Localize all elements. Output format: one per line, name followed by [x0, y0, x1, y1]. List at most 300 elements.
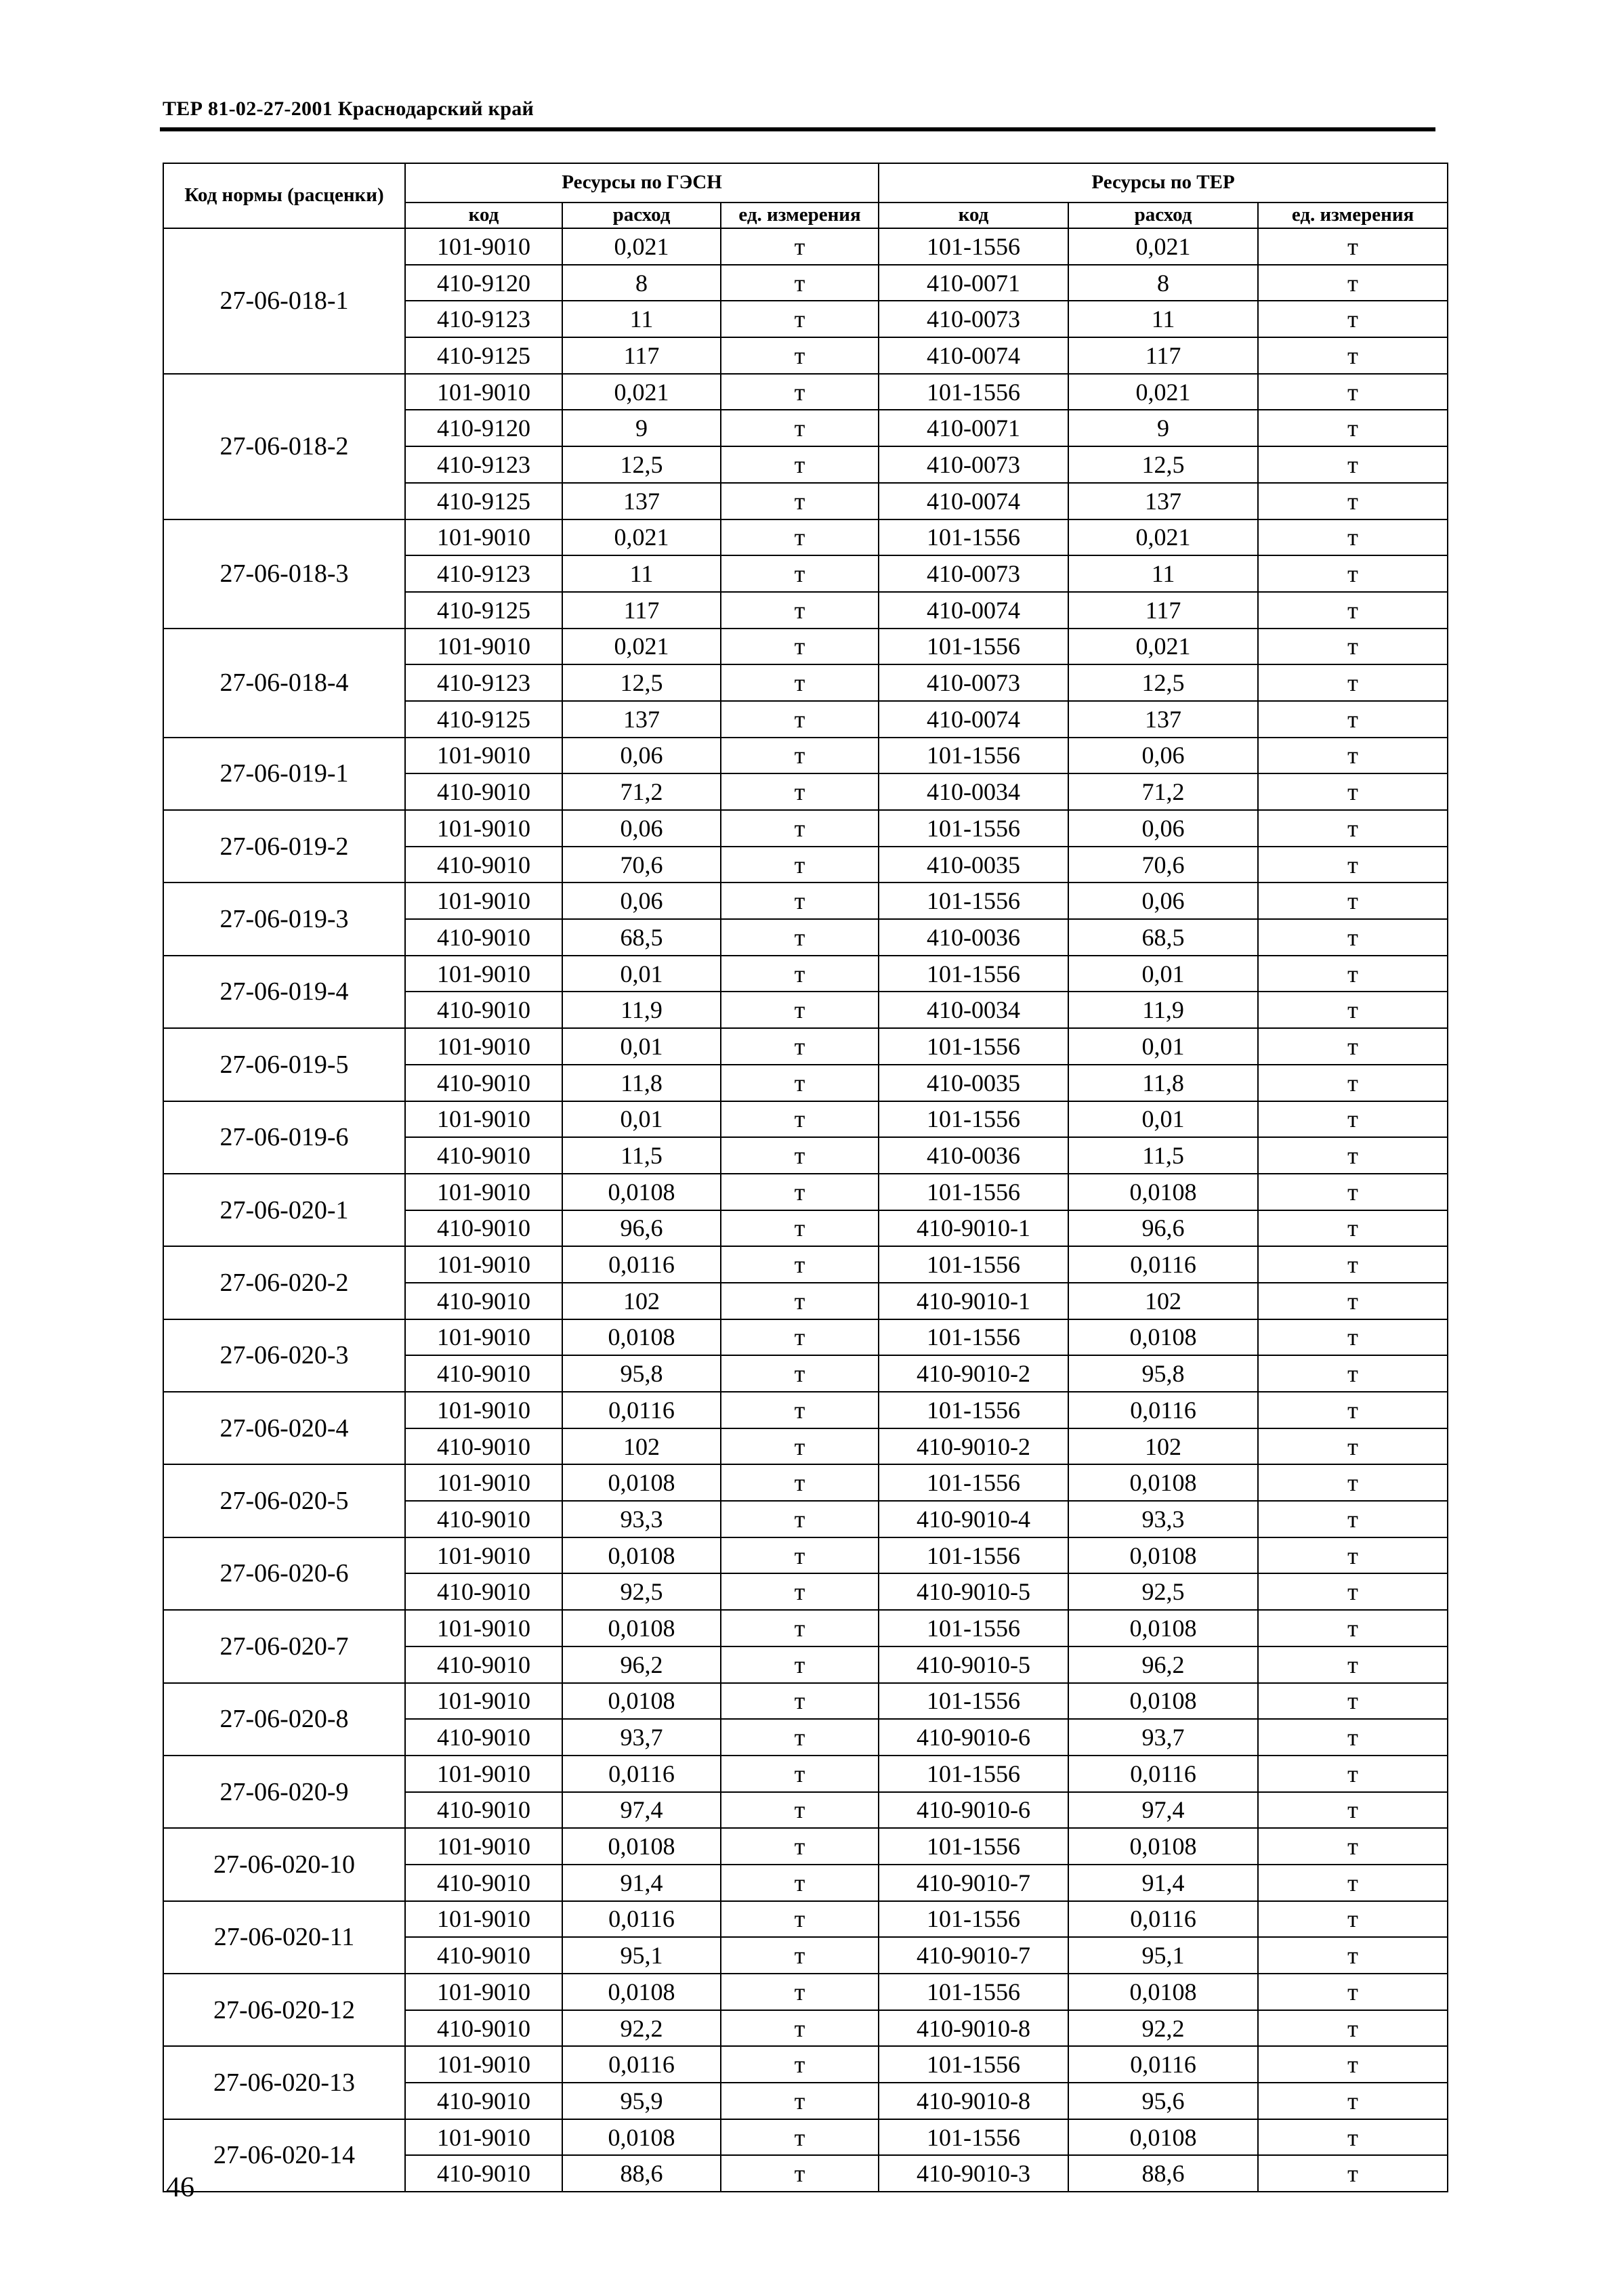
gesn-unit-cell: т [721, 1355, 879, 1392]
gesn-code-cell: 101-9010 [405, 2119, 562, 2156]
ter-amount-cell: 12,5 [1068, 664, 1258, 701]
table-row [163, 1537, 1448, 1574]
gesn-amount-cell: 137 [562, 701, 721, 738]
gesn-code-cell: 101-9010 [405, 1319, 562, 1356]
ter-unit-cell: т [1258, 810, 1448, 847]
gesn-unit-cell: т [721, 301, 879, 337]
gesn-code-cell: 410-9125 [405, 701, 562, 738]
ter-amount-cell: 0,0116 [1068, 2046, 1258, 2083]
ter-amount-cell: 95,1 [1068, 1937, 1258, 1974]
table-row [163, 1101, 1448, 1138]
ter-unit-cell: т [1258, 773, 1448, 810]
ter-amount-cell: 96,2 [1068, 1646, 1258, 1683]
ter-amount-cell: 0,01 [1068, 956, 1258, 992]
ter-amount-cell: 137 [1068, 483, 1258, 519]
gesn-amount-header: расход [562, 203, 721, 228]
ter-unit-cell: т [1258, 1683, 1448, 1720]
norm-code-cell: 27-06-020-5 [163, 1464, 405, 1537]
table-row [163, 1464, 1448, 1501]
norm-code-cell: 27-06-019-3 [163, 883, 405, 955]
ter-amount-cell: 92,5 [1068, 1573, 1258, 1610]
gesn-amount-cell: 95,9 [562, 2083, 721, 2119]
ter-amount-cell: 0,06 [1068, 883, 1258, 919]
norm-code-cell: 27-06-019-1 [163, 738, 405, 810]
gesn-unit-cell: т [721, 1137, 879, 1174]
table-row [163, 738, 1448, 774]
ter-code-cell: 410-0035 [879, 847, 1068, 883]
norm-code-cell: 27-06-019-6 [163, 1101, 405, 1174]
ter-code-cell: 410-9010-1 [879, 1283, 1068, 1319]
gesn-unit-cell: т [721, 2119, 879, 2156]
gesn-unit-cell: т [721, 1028, 879, 1065]
gesn-amount-cell: 11 [562, 555, 721, 592]
gesn-unit-header: ед. измерения [721, 203, 879, 228]
ter-unit-cell: т [1258, 519, 1448, 556]
ter-unit-cell: т [1258, 738, 1448, 774]
gesn-amount-cell: 11,8 [562, 1065, 721, 1101]
ter-unit-cell: т [1258, 1719, 1448, 1756]
ter-amount-cell: 95,6 [1068, 2083, 1258, 2119]
norm-code-cell: 27-06-020-10 [163, 1828, 405, 1900]
ter-code-cell: 101-1556 [879, 1392, 1068, 1428]
gesn-code-cell: 410-9010 [405, 2155, 562, 2192]
gesn-unit-cell: т [721, 847, 879, 883]
gesn-amount-cell: 0,021 [562, 374, 721, 410]
table-row [163, 1974, 1448, 2010]
gesn-code-cell: 101-9010 [405, 1756, 562, 1792]
ter-amount-cell: 0,021 [1068, 228, 1258, 265]
gesn-code-cell: 410-9010 [405, 1792, 562, 1829]
table-row [163, 883, 1448, 919]
norm-code-cell: 27-06-020-7 [163, 1610, 405, 1682]
gesn-unit-cell: т [721, 1501, 879, 1537]
ter-amount-cell: 0,0116 [1068, 1756, 1258, 1792]
gesn-code-cell: 410-9123 [405, 446, 562, 483]
gesn-unit-cell: т [721, 992, 879, 1028]
ter-unit-cell: т [1258, 1828, 1448, 1865]
norm-code-cell: 27-06-018-3 [163, 519, 405, 629]
ter-code-cell: 410-9010-8 [879, 2083, 1068, 2119]
ter-unit-cell: т [1258, 555, 1448, 592]
ter-code-cell: 101-1556 [879, 956, 1068, 992]
ter-amount-cell: 0,0108 [1068, 2119, 1258, 2156]
gesn-code-cell: 101-9010 [405, 1683, 562, 1720]
gesn-code-cell: 410-9010 [405, 1573, 562, 1610]
ter-unit-cell: т [1258, 2119, 1448, 2156]
gesn-code-cell: 101-9010 [405, 1610, 562, 1646]
gesn-resources-header: Ресурсы по ГЭСН [405, 163, 879, 203]
gesn-code-header: код [405, 203, 562, 228]
gesn-code-cell: 410-9010 [405, 1210, 562, 1247]
gesn-amount-cell: 70,6 [562, 847, 721, 883]
gesn-amount-cell: 71,2 [562, 773, 721, 810]
gesn-amount-cell: 88,6 [562, 2155, 721, 2192]
ter-amount-cell: 117 [1068, 592, 1258, 629]
norm-code-cell: 27-06-020-1 [163, 1174, 405, 1246]
gesn-amount-cell: 0,06 [562, 738, 721, 774]
ter-code-header: код [879, 203, 1068, 228]
gesn-code-cell: 101-9010 [405, 1101, 562, 1138]
ter-unit-cell: т [1258, 1646, 1448, 1683]
gesn-code-cell: 410-9010 [405, 1065, 562, 1101]
ter-code-cell: 410-0071 [879, 265, 1068, 301]
ter-code-cell: 101-1556 [879, 1683, 1068, 1720]
gesn-unit-cell: т [721, 810, 879, 847]
norm-code-cell: 27-06-019-2 [163, 810, 405, 883]
gesn-amount-cell: 0,01 [562, 1028, 721, 1065]
gesn-code-cell: 410-9010 [405, 992, 562, 1028]
gesn-code-cell: 101-9010 [405, 1174, 562, 1210]
ter-unit-cell: т [1258, 228, 1448, 265]
ter-code-cell: 410-0034 [879, 773, 1068, 810]
gesn-amount-cell: 0,021 [562, 228, 721, 265]
ter-unit-cell: т [1258, 1901, 1448, 1938]
ter-amount-cell: 0,0108 [1068, 1537, 1258, 1574]
ter-unit-cell: т [1258, 592, 1448, 629]
ter-unit-cell: т [1258, 1137, 1448, 1174]
norm-code-cell: 27-06-020-9 [163, 1756, 405, 1828]
gesn-code-cell: 101-9010 [405, 1464, 562, 1501]
ter-unit-cell: т [1258, 1792, 1448, 1829]
ter-code-cell: 410-9010-7 [879, 1865, 1068, 1901]
table-row [163, 374, 1448, 410]
gesn-code-cell: 410-9010 [405, 1283, 562, 1319]
ter-unit-cell: т [1258, 1355, 1448, 1392]
ter-code-cell: 410-0034 [879, 992, 1068, 1028]
ter-code-cell: 101-1556 [879, 1828, 1068, 1865]
ter-amount-cell: 0,06 [1068, 738, 1258, 774]
gesn-code-cell: 101-9010 [405, 883, 562, 919]
ter-unit-cell: т [1258, 629, 1448, 665]
gesn-amount-cell: 0,0116 [562, 2046, 721, 2083]
ter-unit-cell: т [1258, 919, 1448, 956]
ter-unit-cell: т [1258, 374, 1448, 410]
ter-amount-cell: 11 [1068, 301, 1258, 337]
gesn-amount-cell: 0,0108 [562, 1319, 721, 1356]
gesn-unit-cell: т [721, 519, 879, 556]
ter-code-cell: 410-0071 [879, 410, 1068, 446]
ter-amount-cell: 11,9 [1068, 992, 1258, 1028]
norm-code-cell: 27-06-018-4 [163, 629, 405, 738]
gesn-amount-cell: 8 [562, 265, 721, 301]
ter-amount-cell: 102 [1068, 1428, 1258, 1465]
ter-code-cell: 101-1556 [879, 1174, 1068, 1210]
gesn-code-cell: 101-9010 [405, 1392, 562, 1428]
gesn-code-cell: 410-9010 [405, 1646, 562, 1683]
gesn-code-cell: 101-9010 [405, 1901, 562, 1938]
gesn-amount-cell: 0,0108 [562, 1974, 721, 2010]
ter-code-cell: 410-9010-1 [879, 1210, 1068, 1247]
gesn-code-cell: 410-9010 [405, 1501, 562, 1537]
ter-unit-cell: т [1258, 410, 1448, 446]
gesn-amount-cell: 0,0116 [562, 1901, 721, 1938]
gesn-code-cell: 410-9010 [405, 847, 562, 883]
gesn-unit-cell: т [721, 1101, 879, 1138]
ter-unit-cell: т [1258, 2083, 1448, 2119]
ter-code-cell: 410-0074 [879, 483, 1068, 519]
ter-amount-cell: 0,0108 [1068, 1174, 1258, 1210]
resources-table [163, 163, 1448, 2192]
gesn-amount-cell: 93,7 [562, 1719, 721, 1756]
norm-code-cell: 27-06-019-4 [163, 956, 405, 1028]
ter-code-cell: 410-9010-4 [879, 1501, 1068, 1537]
gesn-code-cell: 101-9010 [405, 1246, 562, 1283]
ter-amount-cell: 0,06 [1068, 810, 1258, 847]
gesn-unit-cell: т [721, 1537, 879, 1574]
ter-code-cell: 410-0073 [879, 555, 1068, 592]
ter-amount-cell: 0,0116 [1068, 1392, 1258, 1428]
gesn-code-cell: 410-9125 [405, 337, 562, 374]
norm-code-cell: 27-06-018-1 [163, 228, 405, 374]
gesn-amount-cell: 95,8 [562, 1355, 721, 1392]
gesn-unit-cell: т [721, 1392, 879, 1428]
gesn-unit-cell: т [721, 1792, 879, 1829]
norm-code-cell: 27-06-020-13 [163, 2046, 405, 2119]
ter-amount-header: расход [1068, 203, 1258, 228]
ter-code-cell: 101-1556 [879, 228, 1068, 265]
ter-unit-cell: т [1258, 301, 1448, 337]
ter-code-cell: 410-0036 [879, 919, 1068, 956]
ter-code-cell: 410-9010-6 [879, 1719, 1068, 1756]
gesn-unit-cell: т [721, 1646, 879, 1683]
ter-amount-cell: 0,0116 [1068, 1901, 1258, 1938]
ter-unit-cell: т [1258, 847, 1448, 883]
header-rule [160, 127, 1435, 131]
ter-code-cell: 101-1556 [879, 374, 1068, 410]
ter-code-cell: 101-1556 [879, 1464, 1068, 1501]
gesn-unit-cell: т [721, 410, 879, 446]
ter-amount-cell: 0,0108 [1068, 1683, 1258, 1720]
ter-code-cell: 101-1556 [879, 1756, 1068, 1792]
ter-unit-cell: т [1258, 1428, 1448, 1465]
gesn-unit-cell: т [721, 883, 879, 919]
ter-unit-header: ед. измерения [1258, 203, 1448, 228]
gesn-amount-cell: 0,021 [562, 519, 721, 556]
gesn-amount-cell: 11,9 [562, 992, 721, 1028]
gesn-unit-cell: т [721, 919, 879, 956]
ter-unit-cell: т [1258, 883, 1448, 919]
ter-unit-cell: т [1258, 1756, 1448, 1792]
gesn-unit-cell: т [721, 555, 879, 592]
gesn-code-cell: 410-9010 [405, 919, 562, 956]
gesn-unit-cell: т [721, 701, 879, 738]
gesn-amount-cell: 0,0108 [562, 1464, 721, 1501]
gesn-unit-cell: т [721, 2046, 879, 2083]
gesn-code-cell: 410-9010 [405, 1865, 562, 1901]
ter-amount-cell: 70,6 [1068, 847, 1258, 883]
gesn-code-cell: 410-9010 [405, 2083, 562, 2119]
table-row [163, 810, 1448, 847]
gesn-amount-cell: 0,0108 [562, 1610, 721, 1646]
ter-unit-cell: т [1258, 1537, 1448, 1574]
ter-code-cell: 410-0074 [879, 701, 1068, 738]
gesn-amount-cell: 12,5 [562, 664, 721, 701]
ter-amount-cell: 0,01 [1068, 1028, 1258, 1065]
ter-unit-cell: т [1258, 483, 1448, 519]
gesn-unit-cell: т [721, 1464, 879, 1501]
norm-code-cell: 27-06-020-3 [163, 1319, 405, 1392]
gesn-code-cell: 101-9010 [405, 738, 562, 774]
table-row [163, 956, 1448, 992]
ter-amount-cell: 96,6 [1068, 1210, 1258, 1247]
ter-unit-cell: т [1258, 2155, 1448, 2192]
gesn-amount-cell: 102 [562, 1283, 721, 1319]
gesn-unit-cell: т [721, 1937, 879, 1974]
ter-amount-cell: 12,5 [1068, 446, 1258, 483]
ter-amount-cell: 0,021 [1068, 629, 1258, 665]
gesn-unit-cell: т [721, 1719, 879, 1756]
ter-code-cell: 410-0073 [879, 446, 1068, 483]
gesn-unit-cell: т [721, 956, 879, 992]
ter-code-cell: 101-1556 [879, 810, 1068, 847]
ter-code-cell: 410-0036 [879, 1137, 1068, 1174]
ter-amount-cell: 0,021 [1068, 519, 1258, 556]
gesn-unit-cell: т [721, 2155, 879, 2192]
gesn-amount-cell: 102 [562, 1428, 721, 1465]
ter-code-cell: 101-1556 [879, 738, 1068, 774]
norm-code-cell: 27-06-020-12 [163, 1974, 405, 2046]
table-row [163, 1174, 1448, 1210]
ter-unit-cell: т [1258, 1283, 1448, 1319]
gesn-amount-cell: 0,0116 [562, 1756, 721, 1792]
norm-code-cell: 27-06-020-2 [163, 1246, 405, 1319]
ter-code-cell: 101-1556 [879, 2046, 1068, 2083]
gesn-unit-cell: т [721, 1246, 879, 1283]
gesn-amount-cell: 96,2 [562, 1646, 721, 1683]
ter-unit-cell: т [1258, 1174, 1448, 1210]
gesn-unit-cell: т [721, 629, 879, 665]
ter-amount-cell: 11,5 [1068, 1137, 1258, 1174]
table-row [163, 228, 1448, 265]
ter-amount-cell: 9 [1068, 410, 1258, 446]
ter-code-cell: 410-0035 [879, 1065, 1068, 1101]
ter-unit-cell: т [1258, 1501, 1448, 1537]
gesn-code-cell: 101-9010 [405, 374, 562, 410]
ter-amount-cell: 0,01 [1068, 1101, 1258, 1138]
ter-amount-cell: 0,0108 [1068, 1610, 1258, 1646]
gesn-unit-cell: т [721, 1901, 879, 1938]
table-row [163, 1028, 1448, 1065]
ter-code-cell: 410-9010-5 [879, 1646, 1068, 1683]
ter-code-cell: 101-1556 [879, 1901, 1068, 1938]
ter-code-cell: 410-0074 [879, 337, 1068, 374]
table-row [163, 2119, 1448, 2156]
gesn-code-cell: 101-9010 [405, 956, 562, 992]
ter-unit-cell: т [1258, 664, 1448, 701]
ter-unit-cell: т [1258, 2010, 1448, 2047]
ter-unit-cell: т [1258, 1865, 1448, 1901]
ter-code-cell: 101-1556 [879, 1319, 1068, 1356]
norm-code-cell: 27-06-020-11 [163, 1901, 405, 1974]
gesn-amount-cell: 117 [562, 592, 721, 629]
ter-unit-cell: т [1258, 1392, 1448, 1428]
norm-code-cell: 27-06-019-5 [163, 1028, 405, 1101]
ter-code-cell: 410-0074 [879, 592, 1068, 629]
table-row [163, 1319, 1448, 1356]
gesn-amount-cell: 137 [562, 483, 721, 519]
ter-unit-cell: т [1258, 992, 1448, 1028]
ter-code-cell: 101-1556 [879, 883, 1068, 919]
document-header: ТЕР 81-02-27-2001 Краснодарский край [163, 98, 534, 120]
norm-code-cell: 27-06-018-2 [163, 374, 405, 519]
gesn-amount-cell: 97,4 [562, 1792, 721, 1829]
gesn-code-cell: 101-9010 [405, 1028, 562, 1065]
ter-amount-cell: 102 [1068, 1283, 1258, 1319]
table-row [163, 629, 1448, 665]
gesn-unit-cell: т [721, 228, 879, 265]
gesn-code-cell: 410-9123 [405, 301, 562, 337]
gesn-code-cell: 410-9010 [405, 1428, 562, 1465]
gesn-code-cell: 410-9010 [405, 2010, 562, 2047]
gesn-unit-cell: т [721, 1756, 879, 1792]
gesn-amount-cell: 0,0108 [562, 1828, 721, 1865]
gesn-unit-cell: т [721, 265, 879, 301]
gesn-code-cell: 410-9123 [405, 555, 562, 592]
gesn-amount-cell: 68,5 [562, 919, 721, 956]
gesn-code-cell: 410-9120 [405, 265, 562, 301]
ter-code-cell: 101-1556 [879, 519, 1068, 556]
ter-unit-cell: т [1258, 2046, 1448, 2083]
gesn-unit-cell: т [721, 1974, 879, 2010]
ter-unit-cell: т [1258, 1065, 1448, 1101]
table-row [163, 1756, 1448, 1792]
ter-code-cell: 410-9010-3 [879, 2155, 1068, 2192]
gesn-code-cell: 410-9123 [405, 664, 562, 701]
gesn-code-cell: 101-9010 [405, 2046, 562, 2083]
ter-unit-cell: т [1258, 701, 1448, 738]
gesn-code-cell: 410-9125 [405, 592, 562, 629]
table-row [163, 1828, 1448, 1865]
ter-unit-cell: т [1258, 1246, 1448, 1283]
gesn-code-cell: 410-9120 [405, 410, 562, 446]
ter-amount-cell: 8 [1068, 265, 1258, 301]
ter-unit-cell: т [1258, 956, 1448, 992]
gesn-unit-cell: т [721, 1828, 879, 1865]
gesn-code-cell: 410-9010 [405, 1719, 562, 1756]
gesn-unit-cell: т [721, 1683, 879, 1720]
norm-code-cell: 27-06-020-8 [163, 1683, 405, 1756]
gesn-code-cell: 101-9010 [405, 1974, 562, 2010]
gesn-unit-cell: т [721, 446, 879, 483]
ter-amount-cell: 11 [1068, 555, 1258, 592]
ter-amount-cell: 91,4 [1068, 1865, 1258, 1901]
gesn-amount-cell: 117 [562, 337, 721, 374]
ter-code-cell: 101-1556 [879, 2119, 1068, 2156]
gesn-unit-cell: т [721, 1210, 879, 1247]
gesn-code-cell: 410-9010 [405, 1355, 562, 1392]
ter-code-cell: 410-9010-2 [879, 1355, 1068, 1392]
ter-amount-cell: 0,0108 [1068, 1464, 1258, 1501]
ter-code-cell: 410-0073 [879, 664, 1068, 701]
gesn-code-cell: 101-9010 [405, 810, 562, 847]
gesn-amount-cell: 95,1 [562, 1937, 721, 1974]
ter-code-cell: 101-1556 [879, 1246, 1068, 1283]
gesn-unit-cell: т [721, 664, 879, 701]
gesn-code-cell: 410-9010 [405, 1137, 562, 1174]
ter-amount-cell: 93,7 [1068, 1719, 1258, 1756]
ter-code-cell: 101-1556 [879, 629, 1068, 665]
gesn-amount-cell: 9 [562, 410, 721, 446]
ter-code-cell: 101-1556 [879, 1610, 1068, 1646]
ter-amount-cell: 0,0108 [1068, 1828, 1258, 1865]
gesn-code-cell: 101-9010 [405, 629, 562, 665]
ter-code-cell: 101-1556 [879, 1974, 1068, 2010]
gesn-unit-cell: т [721, 2083, 879, 2119]
gesn-amount-cell: 0,0116 [562, 1392, 721, 1428]
ter-code-cell: 410-9010-7 [879, 1937, 1068, 1974]
gesn-unit-cell: т [721, 773, 879, 810]
gesn-unit-cell: т [721, 1319, 879, 1356]
